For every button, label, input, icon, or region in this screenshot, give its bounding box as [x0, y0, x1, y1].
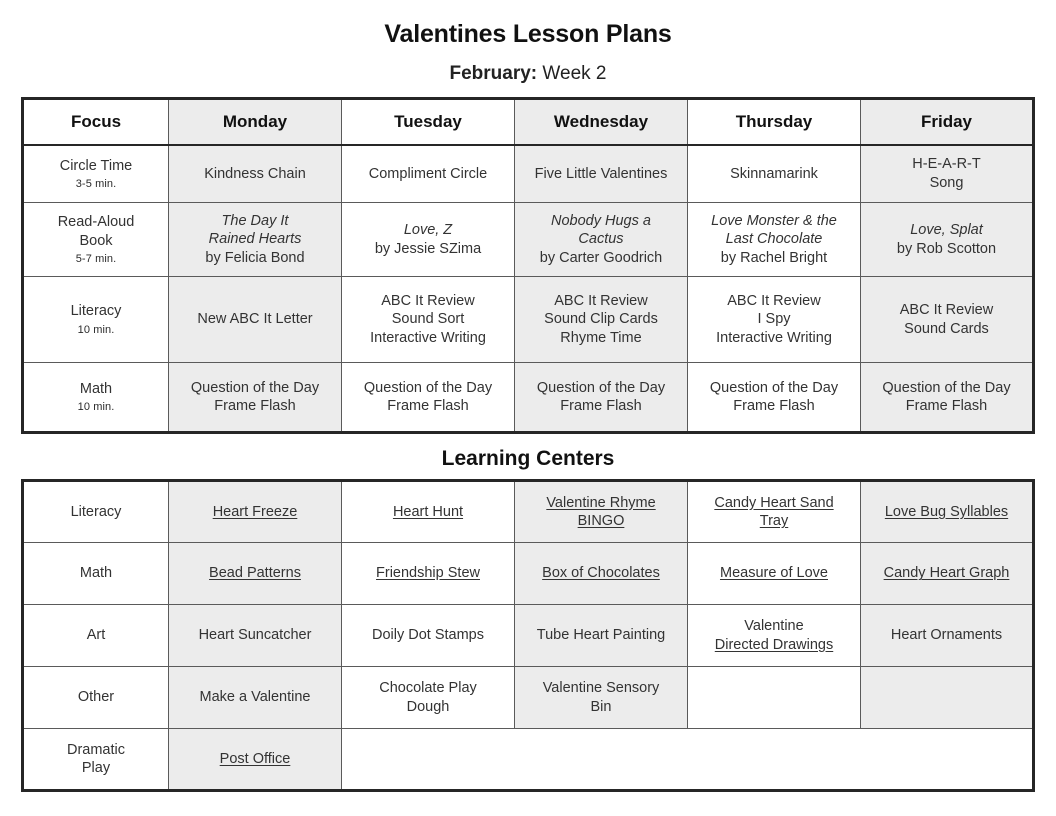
lesson-cell — [342, 277, 515, 363]
empty-spacer-cell — [515, 729, 688, 791]
center-activity-link[interactable]: Valentine Rhyme — [546, 494, 656, 511]
focus-label-cell — [23, 363, 169, 433]
center-label-cell — [23, 667, 169, 729]
center-activity-link[interactable]: Heart Freeze — [212, 503, 298, 520]
column-header-tuesday: Tuesday — [342, 99, 515, 145]
column-header-focus: Focus — [23, 99, 169, 145]
table-row — [23, 277, 1034, 363]
cell-text-line: Tube Heart Painting — [536, 627, 666, 644]
center-activity-link[interactable]: Directed Drawings — [714, 636, 834, 653]
lesson-cell — [342, 203, 515, 277]
lesson-cell — [515, 363, 688, 433]
center-label-cell — [23, 481, 169, 543]
center-cell — [342, 605, 515, 667]
cell-text-line: Love, Z — [403, 222, 453, 239]
lesson-cell — [515, 145, 688, 203]
table-row — [23, 203, 1034, 277]
center-cell — [515, 481, 688, 543]
cell-text-line: Heart Suncatcher — [198, 627, 312, 644]
center-cell — [861, 605, 1034, 667]
lesson-table-wrapper — [21, 97, 1035, 434]
cell-text-line: Sound Cards — [904, 320, 989, 337]
cell-text-line: I Spy — [757, 311, 791, 328]
empty-spacer-cell — [688, 729, 861, 791]
column-header-monday: Monday — [169, 99, 342, 145]
focus-label-cell — [23, 277, 169, 363]
cell-text-line: The Day It — [221, 212, 289, 229]
cell-text-line: Valentine Sensory — [542, 680, 660, 697]
center-activity-link[interactable]: Candy Heart Sand — [714, 494, 834, 511]
lesson-table-body — [23, 145, 1034, 433]
center-cell — [169, 605, 342, 667]
table-row — [23, 481, 1034, 543]
center-label-line: Math — [79, 565, 113, 582]
cell-text-line: Skinnamarink — [730, 165, 818, 182]
focus-duration: 10 min. — [77, 323, 115, 336]
cell-text-line: Doily Dot Stamps — [371, 627, 484, 644]
center-activity-link[interactable]: Candy Heart Graph — [883, 565, 1010, 582]
center-label-line: Play — [81, 760, 111, 777]
cell-text-line: ABC It Review — [899, 302, 994, 319]
center-cell — [515, 667, 688, 729]
lesson-cell — [688, 145, 861, 203]
center-cell — [688, 605, 861, 667]
center-cell — [688, 481, 861, 543]
focus-label-line: Read-Aloud — [57, 214, 135, 231]
center-activity-link[interactable]: Tray — [759, 513, 789, 530]
cell-text-line: Interactive Writing — [370, 330, 486, 347]
lesson-cell — [342, 145, 515, 203]
cell-text-line: Last Chocolate — [725, 231, 823, 248]
cell-text-line: Frame Flash — [733, 398, 815, 415]
focus-duration: 3-5 min. — [75, 178, 117, 191]
table-row — [23, 543, 1034, 605]
lesson-cell — [861, 277, 1034, 363]
focus-label-line: Circle Time — [59, 157, 133, 174]
cell-text-line: Frame Flash — [905, 398, 988, 415]
cell-text-line: Kindness Chain — [204, 165, 306, 182]
center-cell — [861, 481, 1034, 543]
empty-spacer-cell — [342, 729, 515, 791]
cell-text-line: Five Little Valentines — [534, 165, 668, 182]
cell-text-line: Question of the Day — [363, 379, 493, 396]
lesson-cell — [861, 363, 1034, 433]
lesson-cell — [169, 277, 342, 363]
center-cell — [515, 605, 688, 667]
cell-text-line: ABC It Review — [554, 292, 648, 309]
center-activity-link[interactable]: Box of Chocolates — [542, 565, 660, 582]
cell-text-line: ABC It Review — [381, 292, 475, 309]
lesson-cell — [515, 203, 688, 277]
cell-text-line: Sound Clip Cards — [544, 311, 658, 328]
cell-text-line: by Rachel Bright — [720, 250, 828, 267]
center-label-line: Dramatic — [66, 741, 125, 758]
center-activity-link[interactable]: Measure of Love — [719, 565, 828, 582]
center-label-cell — [23, 543, 169, 605]
cell-text-line: by Rob Scotton — [896, 240, 997, 257]
center-cell — [169, 667, 342, 729]
lesson-cell — [515, 277, 688, 363]
focus-label-line: Book — [79, 232, 113, 249]
page-title: Valentines Lesson Plans — [384, 20, 672, 48]
table-row — [23, 363, 1034, 433]
empty-spacer-cell — [861, 729, 1034, 791]
lesson-cell — [861, 145, 1034, 203]
cell-text-line: Compliment Circle — [368, 165, 488, 182]
cell-text-line: Frame Flash — [387, 398, 469, 415]
focus-label-line: Literacy — [70, 303, 122, 320]
focus-label-cell — [23, 203, 169, 277]
table-header-row — [23, 99, 1034, 145]
cell-text-line: Valentine — [744, 618, 804, 635]
center-activity-link[interactable]: Post Office — [219, 750, 291, 767]
lesson-table-header — [23, 99, 1034, 145]
cell-text-line: Make a Valentine — [199, 689, 311, 706]
table-row — [23, 145, 1034, 203]
learning-centers-table — [21, 479, 1035, 792]
cell-text-line: Love, Splat — [910, 222, 983, 239]
cell-text-line: New ABC It Letter — [197, 311, 313, 328]
cell-text-line: Dough — [406, 698, 450, 715]
center-cell — [342, 481, 515, 543]
center-activity-link[interactable]: Friendship Stew — [376, 565, 480, 582]
cell-text-line: Question of the Day — [709, 379, 839, 396]
lesson-cell — [688, 203, 861, 277]
center-cell — [688, 543, 861, 605]
focus-duration: 5-7 min. — [75, 253, 117, 266]
cell-text-line: Cactus — [578, 231, 624, 248]
centers-table-body — [23, 481, 1034, 791]
page-subtitle — [0, 49, 1056, 85]
focus-label-cell — [23, 145, 169, 203]
lesson-cell — [342, 363, 515, 433]
column-header-wednesday: Wednesday — [515, 99, 688, 145]
table-row — [23, 667, 1034, 729]
cell-text-line: Love Monster & the — [711, 212, 837, 229]
cell-text-line: Heart Ornaments — [890, 627, 1003, 644]
subtitle-week: Week 2 — [542, 63, 607, 84]
cell-text-line: by Jessie SZima — [374, 240, 482, 257]
center-activity-link[interactable]: Love Bug Syllables — [884, 503, 1009, 520]
focus-label-line: Math — [79, 380, 113, 397]
cell-text-line: by Carter Goodrich — [539, 250, 663, 267]
cell-text-line: Frame Flash — [560, 398, 642, 415]
cell-text-line: Sound Sort — [391, 311, 465, 328]
center-cell — [861, 667, 1034, 729]
center-activity-link[interactable]: Bead Patterns — [209, 565, 301, 582]
cell-text-line: Rained Hearts — [208, 231, 302, 248]
center-label-line: Other — [77, 689, 115, 706]
lesson-cell — [688, 277, 861, 363]
lesson-cell — [861, 203, 1034, 277]
center-label-cell — [23, 729, 169, 791]
centers-table-wrapper — [21, 479, 1035, 792]
center-cell — [342, 667, 515, 729]
table-row — [23, 605, 1034, 667]
cell-text-line: Interactive Writing — [716, 330, 832, 347]
cell-text-line: ABC It Review — [727, 292, 821, 309]
cell-text-line: H-E-A-R-T — [912, 156, 981, 173]
lesson-cell — [169, 363, 342, 433]
center-activity-link[interactable]: Heart Hunt — [392, 503, 464, 520]
lesson-cell — [169, 145, 342, 203]
cell-text-line: Song — [929, 175, 964, 191]
center-cell — [688, 667, 861, 729]
cell-text-line: Frame Flash — [214, 398, 296, 415]
cell-text-line: Question of the Day — [536, 379, 666, 396]
focus-duration: 10 min. — [77, 401, 115, 414]
cell-text-line: by Felicia Bond — [205, 250, 305, 267]
center-cell — [169, 543, 342, 605]
lesson-cell — [169, 203, 342, 277]
center-label-cell — [23, 605, 169, 667]
cell-text-line: Question of the Day — [882, 379, 1011, 396]
center-cell — [169, 729, 342, 791]
center-cell — [861, 543, 1034, 605]
center-label-line: Art — [86, 627, 106, 644]
cell-text-line: Chocolate Play — [379, 680, 477, 697]
column-header-thursday: Thursday — [688, 99, 861, 145]
lesson-plan-table — [21, 97, 1035, 434]
cell-text-line: Question of the Day — [190, 379, 320, 396]
center-activity-link[interactable]: BINGO — [577, 513, 625, 530]
cell-text-line: Bin — [590, 698, 612, 715]
center-cell — [169, 481, 342, 543]
lesson-cell — [688, 363, 861, 433]
learning-centers-title: Learning Centers — [441, 447, 615, 471]
subtitle-month: February: — [449, 63, 538, 84]
center-cell — [515, 543, 688, 605]
center-cell — [342, 543, 515, 605]
column-header-friday: Friday — [861, 99, 1034, 145]
center-label-line: Literacy — [70, 503, 122, 520]
cell-text-line: Nobody Hugs a — [551, 212, 651, 229]
cell-text-line: Rhyme Time — [560, 330, 642, 347]
table-row — [23, 729, 1034, 791]
